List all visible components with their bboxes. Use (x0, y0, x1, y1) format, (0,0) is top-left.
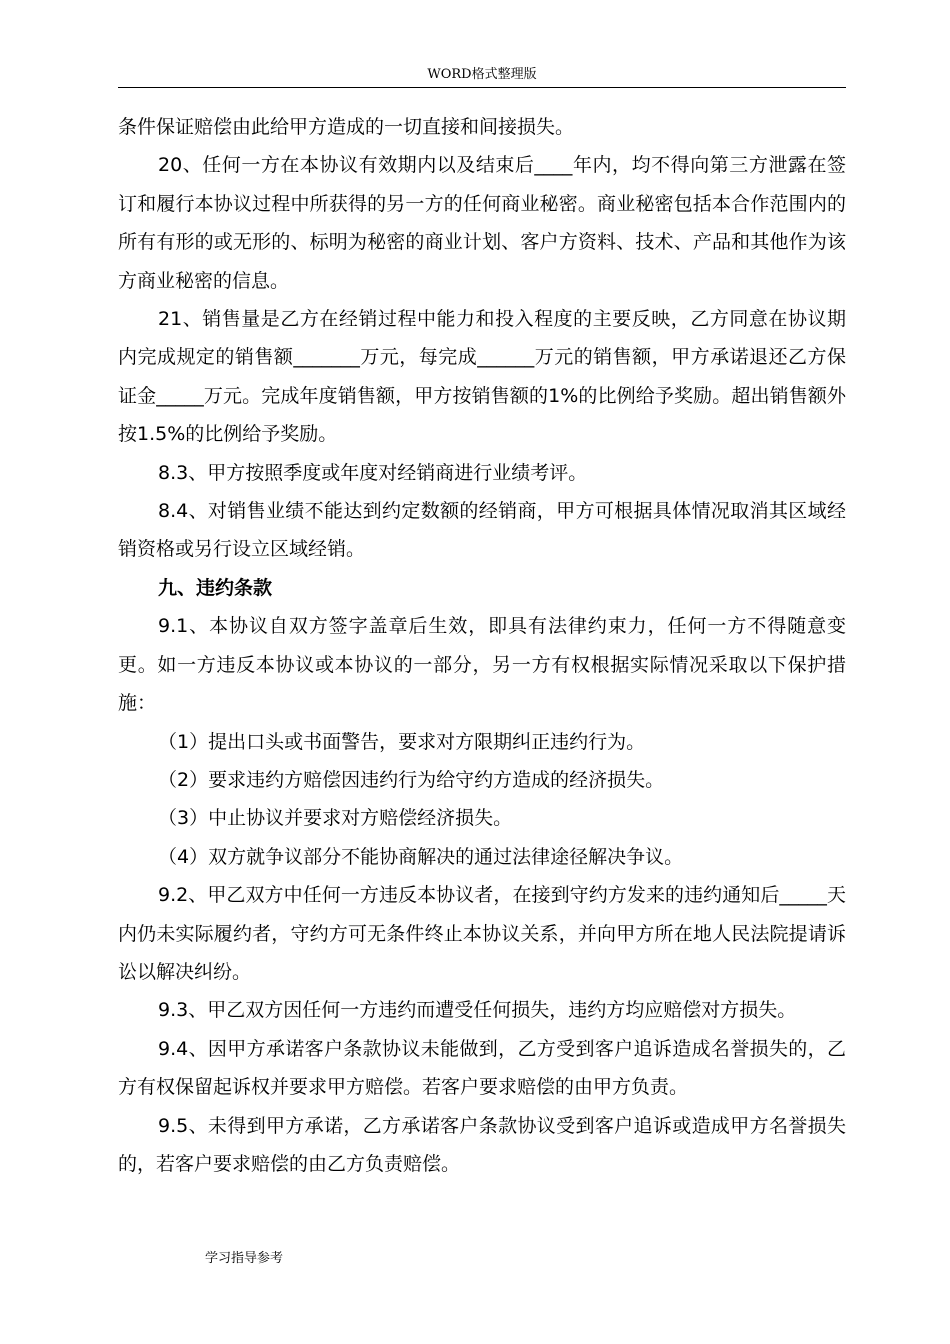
paragraph: 9.2、甲乙双方中任何一方违反本协议者，在接到守约方发来的违约通知后_____天内仍未实际履约者，守约方可无条件终止本协议关系，并向甲方所在地人民法院提请诉讼以解决纠纷。 (118, 884, 846, 983)
list-item: （2）要求违约方赔偿因违约行为给守约方造成的经济损失。 (158, 768, 665, 791)
paragraph: 9.4、因甲方承诺客户条款协议未能做到，乙方受到客户追诉造成名誉损失的，乙方有权保留起诉权并要求甲方赔偿。若客户要求赔偿的由甲方负责。 (118, 1037, 846, 1099)
paragraph: 9.1、本协议自双方签字盖章后生效，即具有法律约束力，任何一方不得随意变更。如一方违反本协议或本协议的一部分，另一方有权根据实际情况采取以下保护措施： (118, 615, 846, 715)
paragraph: 8.4、对销售业绩不能达到约定数额的经销商，甲方可根据具体情况取消其区域经销资格或另行设立区域经销。 (118, 500, 846, 561)
header-divider (118, 87, 846, 88)
paragraph: 20、任何一方在本协议有效期内以及结束后____年内，均不得向第三方泄露在签订和履行本协议过程中所获得的另一方的任何商业秘密。商业秘密包括本合作范围内的所有有形的或无形的、标明为秘密的商业计划、客户方资料、技术、产品和其他作为该方商业秘密的信息。 (118, 154, 846, 292)
paragraph: 21、销售量是乙方在经销过程中能力和投入程度的主要反映，乙方同意在协议期内完成规定的销售额_______万元，每完成______万元的销售额，甲方承诺退还乙方保证金_____万元。完成年度销售额，甲方按销售额的1%的比例给予奖励。超出销售额外按1.5%的比例给予奖励。 (118, 308, 846, 446)
paragraph: 条件保证赔偿由此给甲方造成的一切直接和间接损失。 (118, 116, 575, 138)
page-header-title: WORD格式整理版 (427, 67, 537, 82)
section-heading: 九、违约条款 (158, 576, 273, 599)
list-item: （3）中止协议并要求对方赔偿经济损失。 (158, 807, 513, 830)
paragraph: 8.3、甲方按照季度或年度对经销商进行业绩考评。 (158, 461, 588, 484)
page-footer: 学习指导参考 (205, 1251, 284, 1266)
list-item: （4）双方就争议部分不能协商解决的通过法律途径解决争议。 (158, 845, 684, 868)
paragraph: 9.5、未得到甲方承诺，乙方承诺客户条款协议受到客户追诉或造成甲方名誉损失的，若客户要求赔偿的由乙方负责赔偿。 (118, 1114, 846, 1175)
paragraph: 9.3、甲乙双方因任何一方违约而遭受任何损失，违约方均应赔偿对方损失。 (158, 999, 797, 1022)
list-item: （1）提出口头或书面警告，要求对方限期纠正违约行为。 (158, 730, 646, 753)
document-body (118, 108, 846, 1183)
